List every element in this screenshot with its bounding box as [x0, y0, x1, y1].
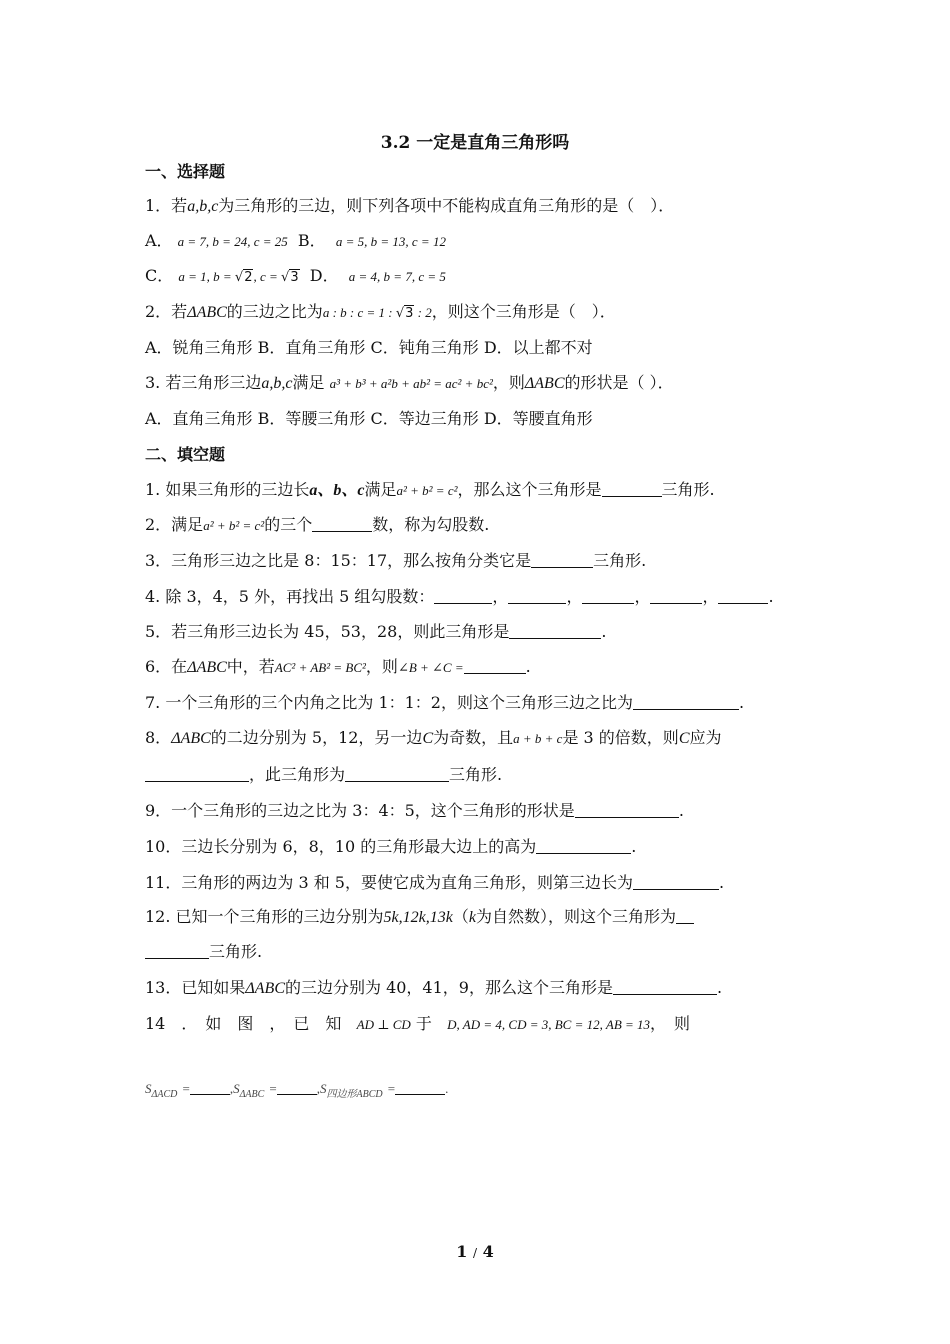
- cubic-equation: a³ + b³ + a²b + ab² = ac² + bc²: [329, 376, 493, 391]
- answer-blank[interactable]: [190, 1078, 230, 1095]
- sqrt-3: √3: [395, 306, 414, 321]
- fill-question-6: 6．在ΔABC中，若AC² + AB² = BC²，则∠B + ∠C = .: [145, 657, 531, 676]
- answer-blank[interactable]: [633, 873, 719, 890]
- fill-question-12: 12. 已知一个三角形的三边分别为5k,12k,13k（k为自然数），则这个三角形为: [145, 906, 820, 929]
- section-heading-choice: 一、选择题: [145, 162, 226, 181]
- question-3: 3. 若三角形三边a,b,c满足 a³ + b³ + a²b + ab² = ac² + bc²，则ΔABC的形状是（ ）．: [145, 373, 674, 392]
- fill-question-14: 14 ． 如 图 ， 已 知 AD ⊥ CD 于 D, AD = 4, CD = 3, BC = 12, AB = 13， 则: [145, 1014, 691, 1033]
- page-title: 3.2 一定是直角三角形吗: [380, 133, 570, 153]
- question-1-options-cd: C． a = 1, b = √2, c = √3 D． a = 4, b = 7, c = 5: [145, 266, 446, 285]
- question-2: 2．若ΔABC的三边之比为a : b : c = 1 : √3 : 2，则这个三角形是（ ）．: [145, 302, 616, 321]
- answer-blank[interactable]: [602, 480, 662, 497]
- option-a-math: a = 7, b = 24, c = 25: [177, 234, 288, 249]
- answer-blank[interactable]: [145, 942, 209, 959]
- answer-blank[interactable]: [718, 587, 768, 604]
- answer-blank[interactable]: [277, 1078, 317, 1095]
- answer-blank[interactable]: [508, 587, 566, 604]
- answer-blank[interactable]: [145, 765, 249, 782]
- option-d-math: a = 4, b = 7, c = 5: [348, 269, 446, 284]
- answer-blank[interactable]: [650, 587, 702, 604]
- fill-question-10: 10．三边长分别为 6，8，10 的三角形最大边上的高为 .: [145, 837, 637, 856]
- option-b-math: a = 5, b = 13, c = 12: [335, 234, 446, 249]
- question-1: 1．若a,b,c为三角形的三边，则下列各项中不能构成直角三角形的是（ ）．: [145, 196, 675, 215]
- answer-blank[interactable]: [531, 551, 593, 568]
- sqrt-3: √3: [281, 270, 299, 285]
- answer-blank[interactable]: [633, 693, 739, 710]
- fill-question-9: 9．一个三角形的三边之比为 3：4：5，这个三角形的形状是 .: [145, 801, 684, 820]
- answer-blank[interactable]: [345, 765, 449, 782]
- question-3-options: A．直角三角形 B．等腰三角形 C．等边三角形 D．等腰直角形: [145, 409, 593, 428]
- fill-question-8: 8．ΔABC的二边分别为 5，12，另一边C为奇数，且a + b + c是 3 的倍数，则C应为: [145, 728, 722, 747]
- fill-question-11: 11．三角形的两边为 3 和 5，要使它成为直角三角形，则第三边长为 .: [145, 873, 725, 892]
- sqrt-2: √2: [234, 270, 253, 285]
- answer-blank[interactable]: [509, 622, 601, 639]
- fill-question-8-cont: ，此三角形为 三角形.: [145, 764, 820, 786]
- fill-question-5: 5．若三角形三边长为 45，53，28，则此三角形是 .: [145, 622, 607, 641]
- fill-question-2: 2．满足a² + b² = c²的三个 数，称为勾股数.: [145, 515, 490, 534]
- question-1-options-ab: A． a = 7, b = 24, c = 25 B． a = 5, b = 13, c = 12: [145, 231, 446, 250]
- fill-question-1: 1. 如果三角形的三边长a、b、c满足a² + b² = c²，那么这个三角形是 三角形.: [145, 480, 715, 499]
- page-number: 1 / 4: [456, 1242, 494, 1261]
- answer-blank[interactable]: [613, 978, 717, 995]
- answer-blank[interactable]: [582, 587, 634, 604]
- answer-blank[interactable]: [395, 1078, 445, 1095]
- fill-question-12-cont: 三角形.: [145, 941, 820, 963]
- fill-question-14-areas: $S_{\Delta ACD} = ,S_{\Delta ABC} = ,S_{四边形ABCD}$ = .: [145, 1077, 820, 1100]
- fill-question-3: 3．三角形三边之比是 8：15：17，那么按角分类它是 三角形.: [145, 551, 647, 570]
- fill-question-4: 4. 除 3，4，5 外，再找出 5 组勾股数： ， ， ， ， .: [145, 587, 774, 606]
- question-2-options: A．锐角三角形 B．直角三角形 C．钝角三角形 D．以上都不对: [145, 338, 593, 357]
- section-heading-fill: 二、填空题: [145, 445, 226, 464]
- answer-blank[interactable]: [312, 515, 372, 532]
- answer-blank[interactable]: [464, 657, 526, 674]
- answer-blank[interactable]: [536, 837, 631, 854]
- fill-question-13: 13．已知如果ΔABC的三边分别为 40，41，9，那么这个三角形是 .: [145, 978, 723, 997]
- answer-blank[interactable]: [434, 587, 492, 604]
- answer-blank[interactable]: [575, 801, 679, 818]
- answer-blank[interactable]: [676, 907, 694, 924]
- fill-question-7: 7. 一个三角形的三个内角之比为 1：1：2，则这个三角形三边之比为 .: [145, 693, 745, 712]
